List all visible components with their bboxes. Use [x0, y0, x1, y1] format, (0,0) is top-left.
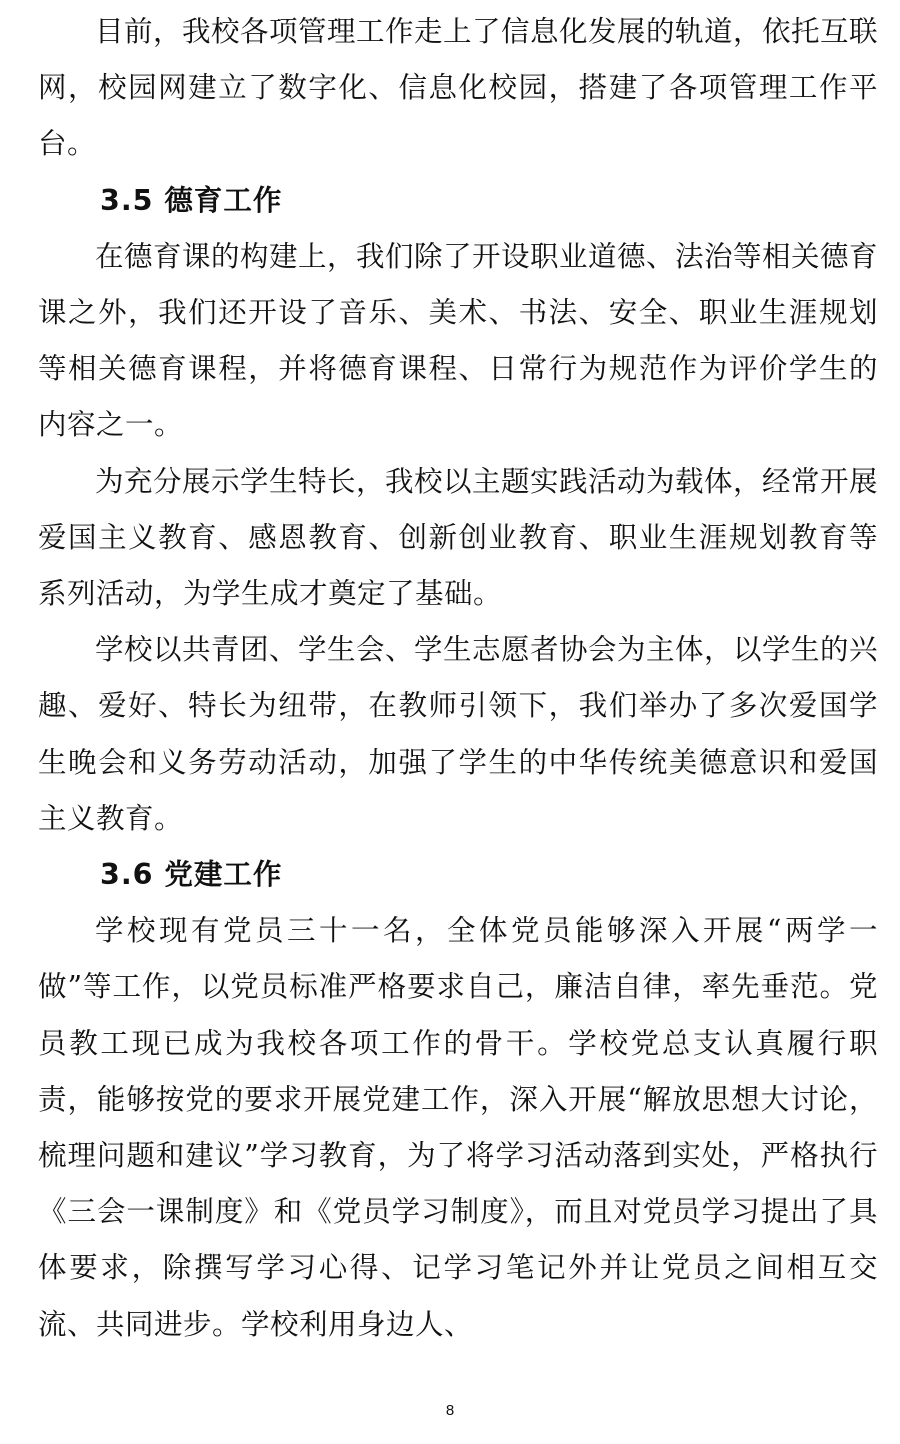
moral-education-paragraph-2: 为充分展示学生特长，我校以主题实践活动为载体，经常开展爱国主义教育、感恩教育、创新创业教育、职业生涯规划教育等系列活动，为学生成才奠定了基础。	[38, 464, 879, 611]
section-heading-3-5: 3.5 德育工作	[100, 183, 283, 217]
moral-education-paragraph-3: 学校以共青团、学生会、学生志愿者协会为主体，以学生的兴趣、爱好、特长为纽带，在教师引领下，我们举办了多次爱国学生晚会和义务劳动活动，加强了学生的中华传统美德意识和爱国主义教育。	[38, 633, 879, 835]
moral-education-paragraph-1: 在德育课的构建上，我们除了开设职业道德、法治等相关德育课之外，我们还开设了音乐、美术、书法、安全、职业生涯规划等相关德育课程，并将德育课程、日常行为规范作为评价学生的内容之一。	[38, 239, 879, 442]
party-building-paragraph-1: 学校现有党员三十一名，全体党员能够深入开展“两学一做”等工作，以党员标准严格要求自己，廉洁自律，率先垂范。党员教工现已成为我校各项工作的骨干。学校党总支认真履行职责，能够按党的要求开展党建工作，深入开展“解放思想大讨论，梳理问题和建议”学习教育，为了将学习活动落到实处，严格执行《三会一课制度》和《党员学习制度》，而且对党员学习提出了具体要求，除撰写学习心得、记学习笔记外并让党员之间相互交流、共同进步。学校利用身边人、	[38, 914, 878, 1341]
page-number: 8	[445, 1402, 455, 1419]
intro-paragraph: 目前，我校各项管理工作走上了信息化发展的轨道，依托互联网，校园网建立了数字化、信息化校园，搭建了各项管理工作平台。	[38, 15, 879, 161]
document-body	[38, 4, 878, 1353]
section-heading-3-6: 3.6 党建工作	[100, 858, 283, 892]
